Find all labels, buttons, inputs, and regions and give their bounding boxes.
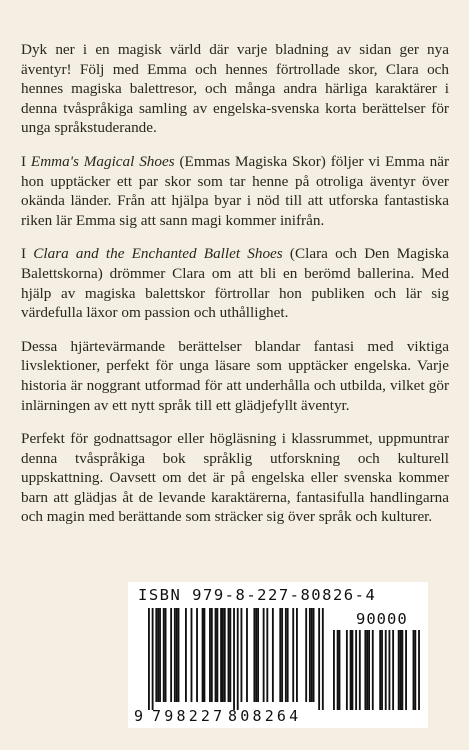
paragraph-clara — [21, 244, 449, 322]
barcode-bar — [405, 630, 407, 710]
barcode-bar — [220, 608, 222, 702]
barcode-digit-first: 9 — [134, 707, 144, 725]
barcode-digits-left: 798227 — [152, 707, 226, 725]
barcode-bar — [305, 608, 307, 702]
barcode-bar — [224, 608, 226, 702]
barcode-bar — [418, 630, 420, 710]
barcode-bar — [355, 630, 357, 710]
barcode-bar — [381, 630, 383, 710]
barcode-bar — [318, 608, 320, 710]
barcode-bar — [257, 608, 259, 702]
barcode-bar — [339, 630, 341, 710]
barcode-bar — [163, 608, 165, 702]
barcode-bar — [296, 608, 298, 702]
barcode-bar — [178, 608, 180, 702]
barcode-bar — [311, 608, 313, 702]
barcode-bar — [313, 608, 315, 702]
barcode-bar — [237, 608, 239, 710]
barcode-bar — [400, 630, 402, 710]
paragraph-emma — [21, 152, 449, 230]
barcode-bar — [266, 608, 268, 702]
barcode-bar — [272, 608, 274, 702]
barcode-bar — [337, 630, 339, 710]
back-cover-text — [21, 40, 449, 541]
barcode-bar — [165, 608, 167, 702]
barcode-bar — [185, 608, 187, 702]
paragraph-stories: Dessa hjärtevärmande berättelser blandar fantasi med viktiga livslektioner, perfekt för unga läsare som upptäcker engelska. Varje historia är noggrant utformad för att underhålla och utbilda, vilket gör inlärningen av ett nytt språk till ett glädjefyllt äventyr. — [21, 337, 449, 414]
book-title-clara: Clara and the Enchanted Ballet Shoes — [33, 245, 283, 263]
barcode-bar — [350, 630, 352, 710]
barcode-bar — [157, 608, 159, 702]
barcode-bar — [352, 630, 354, 710]
barcode-bar — [392, 630, 394, 710]
barcode-bar — [174, 608, 176, 702]
barcode-bar — [413, 630, 415, 710]
barcode-bar — [281, 608, 283, 702]
barcode-bar — [287, 608, 289, 702]
barcode-bar — [385, 630, 387, 710]
barcode-bar — [372, 630, 374, 710]
isbn-text: ISBN 979-8-227-80826-4 — [138, 586, 377, 604]
isbn-barcode — [128, 582, 428, 728]
barcode-bar — [170, 608, 172, 702]
barcode-bar — [211, 608, 213, 702]
barcode-bar — [263, 608, 265, 702]
barcode-bar — [368, 630, 370, 710]
barcode-bar — [401, 630, 403, 710]
barcode-bar — [233, 608, 235, 710]
barcode-bar — [292, 608, 294, 702]
barcode-bar — [202, 608, 204, 702]
barcode-bar — [309, 608, 311, 702]
barcode-bar — [204, 608, 206, 702]
barcode-bar — [398, 630, 400, 710]
barcode-bar — [191, 608, 193, 702]
paragraph-emma-post: (Emmas Magiska Skor) följer vi Emma när hon upptäcker ett par skor som tar henne på otroliga äventyr över okända länder. Från att hjälpa byar i nöd till att utforska fantastiska riken lär Emma sig att sann magi kommer inifrån. — [21, 152, 450, 229]
paragraph-clara-post: (Clara och Den Magiska Balettskorna) drömmer Clara om att bli en berömd ballerina. Med hjälp av magiska balettskor förtrollar hon publiken och lär sig värdefulla läxor om passion och uthållighet. — [21, 245, 450, 322]
barcode-bar — [322, 608, 324, 710]
barcode-bar — [229, 608, 231, 702]
barcode-bar — [333, 630, 335, 710]
paragraph-intro: Dyk ner i en magisk värld där varje bladning av sidan ger nya äventyr! Följ med Emma och hennes förtrollade skor, Clara och hennes magiska balettresor, och många andra härliga karaktärer i denna tvåspråkiga samling av engelska-svenska korta berättelser för unga språkstuderande. — [21, 41, 449, 137]
barcode-bar — [253, 608, 255, 702]
barcode-bar — [379, 630, 381, 710]
barcode-bar — [414, 630, 416, 710]
barcode-digits-right: 808264 — [228, 707, 302, 725]
barcode-bar — [359, 630, 361, 710]
barcode-bar — [241, 608, 243, 702]
barcode-bar — [155, 608, 157, 702]
barcode-bar — [228, 608, 230, 702]
barcode-bar — [285, 608, 287, 702]
barcode-bar — [255, 608, 257, 702]
barcode-bar — [364, 630, 366, 710]
barcode-bar — [389, 630, 391, 710]
paragraph-emma-pre: I — [21, 152, 31, 170]
barcode-bar — [222, 608, 224, 702]
barcode-bar — [366, 630, 368, 710]
barcode-bar — [196, 608, 198, 702]
barcode-bar — [159, 608, 161, 702]
barcode-bar — [216, 608, 218, 702]
barcode-bar — [346, 630, 348, 710]
barcode-bar — [148, 608, 150, 710]
price-code: 90000 — [356, 610, 408, 628]
barcode-bar — [246, 608, 248, 702]
paragraph-bedtime: Perfekt för godnattsagor eller högläsning i klassrummet, uppmuntrar denna tvåspråkiga bok språklig utforskning och kulturell uppskattning. Oavsett om det är på engelska eller svenska kommer barn att glädjas åt de levande karaktärerna, fantasifulla handlingarna och magin med berättande som sträcker sig över språk och kulturer. — [21, 430, 449, 526]
paragraph-clara-pre: I — [21, 245, 34, 263]
barcode-bar — [176, 608, 178, 702]
book-title-emma: Emma's Magical Shoes — [30, 152, 175, 170]
barcode-bar — [279, 608, 281, 702]
barcode-bar — [152, 608, 154, 710]
barcode-bar — [209, 608, 211, 702]
barcode-bar — [215, 608, 217, 702]
